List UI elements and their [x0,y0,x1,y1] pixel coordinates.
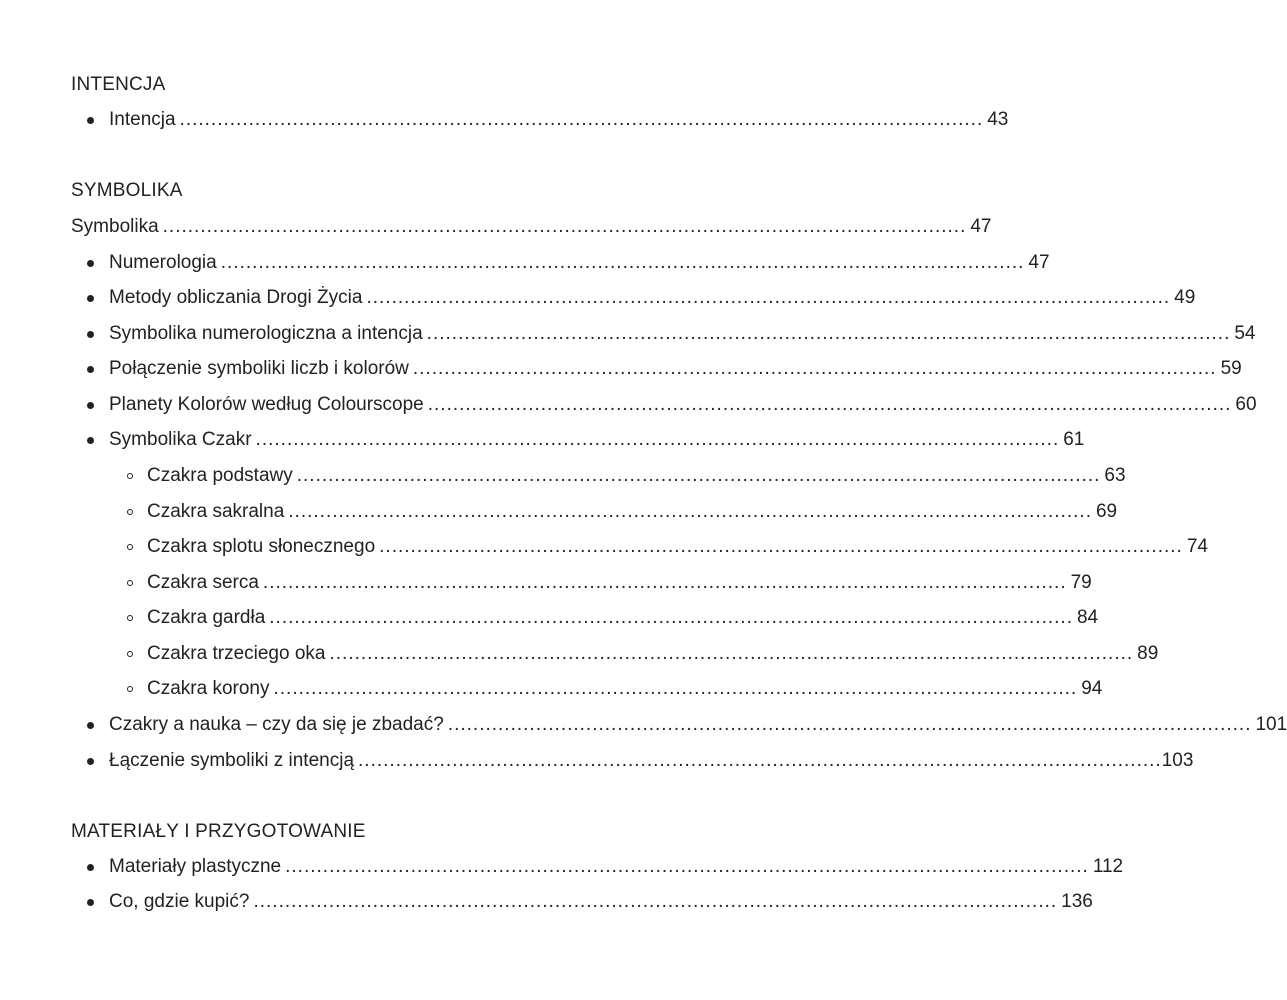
bullet-icon [87,117,94,124]
toc-entry-title: Czakra trzeciego oka [147,643,326,664]
toc-entry[interactable] [109,106,1009,134]
toc-subentry[interactable] [147,569,1092,597]
toc-entry-page: 74 [1186,536,1208,557]
toc-entry-title: Planety Kolorów według Colourscope [109,394,424,415]
section-heading-symbolika: SYMBOLIKA [71,180,183,201]
dot-leader: ................................................................................................................................ [366,287,1171,308]
sub-bullet-icon [127,509,133,515]
toc-entry-page: 94 [1081,678,1103,699]
dot-leader: ................................................................................................................................ [262,572,1067,593]
dot-leader: ................................................................................................................................ [273,678,1078,699]
sub-bullet-icon [127,544,133,550]
dot-leader: ................................................................................................................................ [426,323,1231,344]
dot-leader: ................................................................................................................................ [296,465,1101,486]
toc-entry-page: 60 [1235,394,1257,415]
toc-entry-title: Symbolika [71,216,159,237]
bullet-icon [87,758,94,765]
toc-entry-title: Czakra splotu słonecznego [147,536,376,557]
section-heading-intencja: INTENCJA [71,74,166,95]
toc-entry-title: Czakra serca [147,572,259,593]
toc-entry[interactable] [71,213,992,241]
toc-entry-title: Intencja [109,109,176,130]
toc-entry-title: Czakra korony [147,678,270,699]
toc-entry[interactable] [109,391,1257,419]
bullet-icon [87,899,94,906]
dot-leader: ................................................................................................................................ [288,501,1092,522]
toc-subentry[interactable] [147,498,1118,526]
toc-subentry[interactable] [147,462,1126,490]
sub-bullet-icon [127,580,133,586]
toc-entry-page: 47 [970,216,992,237]
toc-entry-title: Czakra gardła [147,607,266,628]
toc-entry-page: 47 [1028,252,1050,273]
bullet-icon [87,331,94,338]
bullet-icon [87,864,94,871]
bullet-icon [87,295,94,302]
dot-leader: ................................................................................................................................ [179,109,984,130]
dot-leader: ................................................................................................................................ [379,536,1183,557]
toc-subentry[interactable] [147,533,1208,561]
toc-entry[interactable] [109,747,1194,775]
toc-entry-page: 63 [1104,465,1126,486]
toc-entry-title: Symbolika Czakr [109,429,252,450]
dot-leader: ................................................................................................................................ [412,358,1217,379]
dot-leader: ................................................................................................................................ [285,856,1089,877]
dot-leader: ................................................................................................................................ [358,750,1162,771]
toc-entry[interactable] [109,853,1124,881]
bullet-icon [87,402,94,409]
toc-entry[interactable] [109,249,1050,277]
toc-entry-title: Symbolika numerologiczna a intencja [109,323,423,344]
toc-entry[interactable] [109,320,1256,348]
toc-entry-title: Materiały plastyczne [109,856,282,877]
dot-leader: ................................................................................................................................ [447,714,1252,735]
toc-entry[interactable] [109,426,1085,454]
dot-leader: ................................................................................................................................ [427,394,1232,415]
toc-entry-title: Czakra sakralna [147,501,285,522]
sub-bullet-icon [127,473,133,479]
toc-entry-page: 61 [1063,429,1085,450]
dot-leader: ................................................................................................................................ [220,252,1025,273]
dot-leader: ................................................................................................................................ [162,216,967,237]
toc-entry-title: Metody obliczania Drogi Życia [109,287,363,308]
toc-subentry[interactable] [147,675,1103,703]
toc-entry-title: Czakra podstawy [147,465,293,486]
toc-entry-title: Łączenie symboliki z intencją [109,750,355,771]
toc-entry-page: 89 [1137,643,1159,664]
bullet-icon [87,722,94,729]
toc-subentry[interactable] [147,604,1099,632]
toc-entry-page: 136 [1061,891,1093,912]
sub-bullet-icon [127,615,133,621]
dot-leader: ................................................................................................................................ [253,891,1058,912]
toc-entry-page: 79 [1070,572,1092,593]
toc-entry[interactable] [109,284,1196,312]
bullet-icon [87,366,94,373]
toc-entry-title: Czakry a nauka – czy da się je zbadać? [109,714,444,735]
sub-bullet-icon [127,651,133,657]
dot-leader: ................................................................................................................................ [269,607,1073,628]
dot-leader: ................................................................................................................................ [329,643,1134,664]
toc-entry[interactable] [109,711,1287,739]
toc-entry-title: Numerologia [109,252,217,273]
toc-entry-page: 101 [1255,714,1287,735]
toc-entry-title: Co, gdzie kupić? [109,891,250,912]
section-heading-materialy: MATERIAŁY I PRZYGOTOWANIE [71,821,366,842]
toc-entry[interactable] [109,888,1093,916]
toc-entry[interactable] [109,355,1242,383]
toc-subentry[interactable] [147,640,1159,668]
toc-entry-title: Połączenie symboliki liczb i kolorów [109,358,409,379]
toc-entry-page: 43 [987,109,1009,130]
dot-leader: ................................................................................................................................ [255,429,1060,450]
toc-entry-page: 103 [1161,750,1194,771]
bullet-icon [87,437,94,444]
sub-bullet-icon [127,686,133,692]
toc-entry-page: 49 [1174,287,1196,308]
toc-entry-page: 69 [1095,501,1118,522]
toc-entry-page: 59 [1220,358,1242,379]
toc-entry-page: 84 [1076,607,1099,628]
bullet-icon [87,260,94,267]
toc-entry-page: 112 [1092,856,1124,877]
toc-entry-page: 54 [1234,323,1256,344]
